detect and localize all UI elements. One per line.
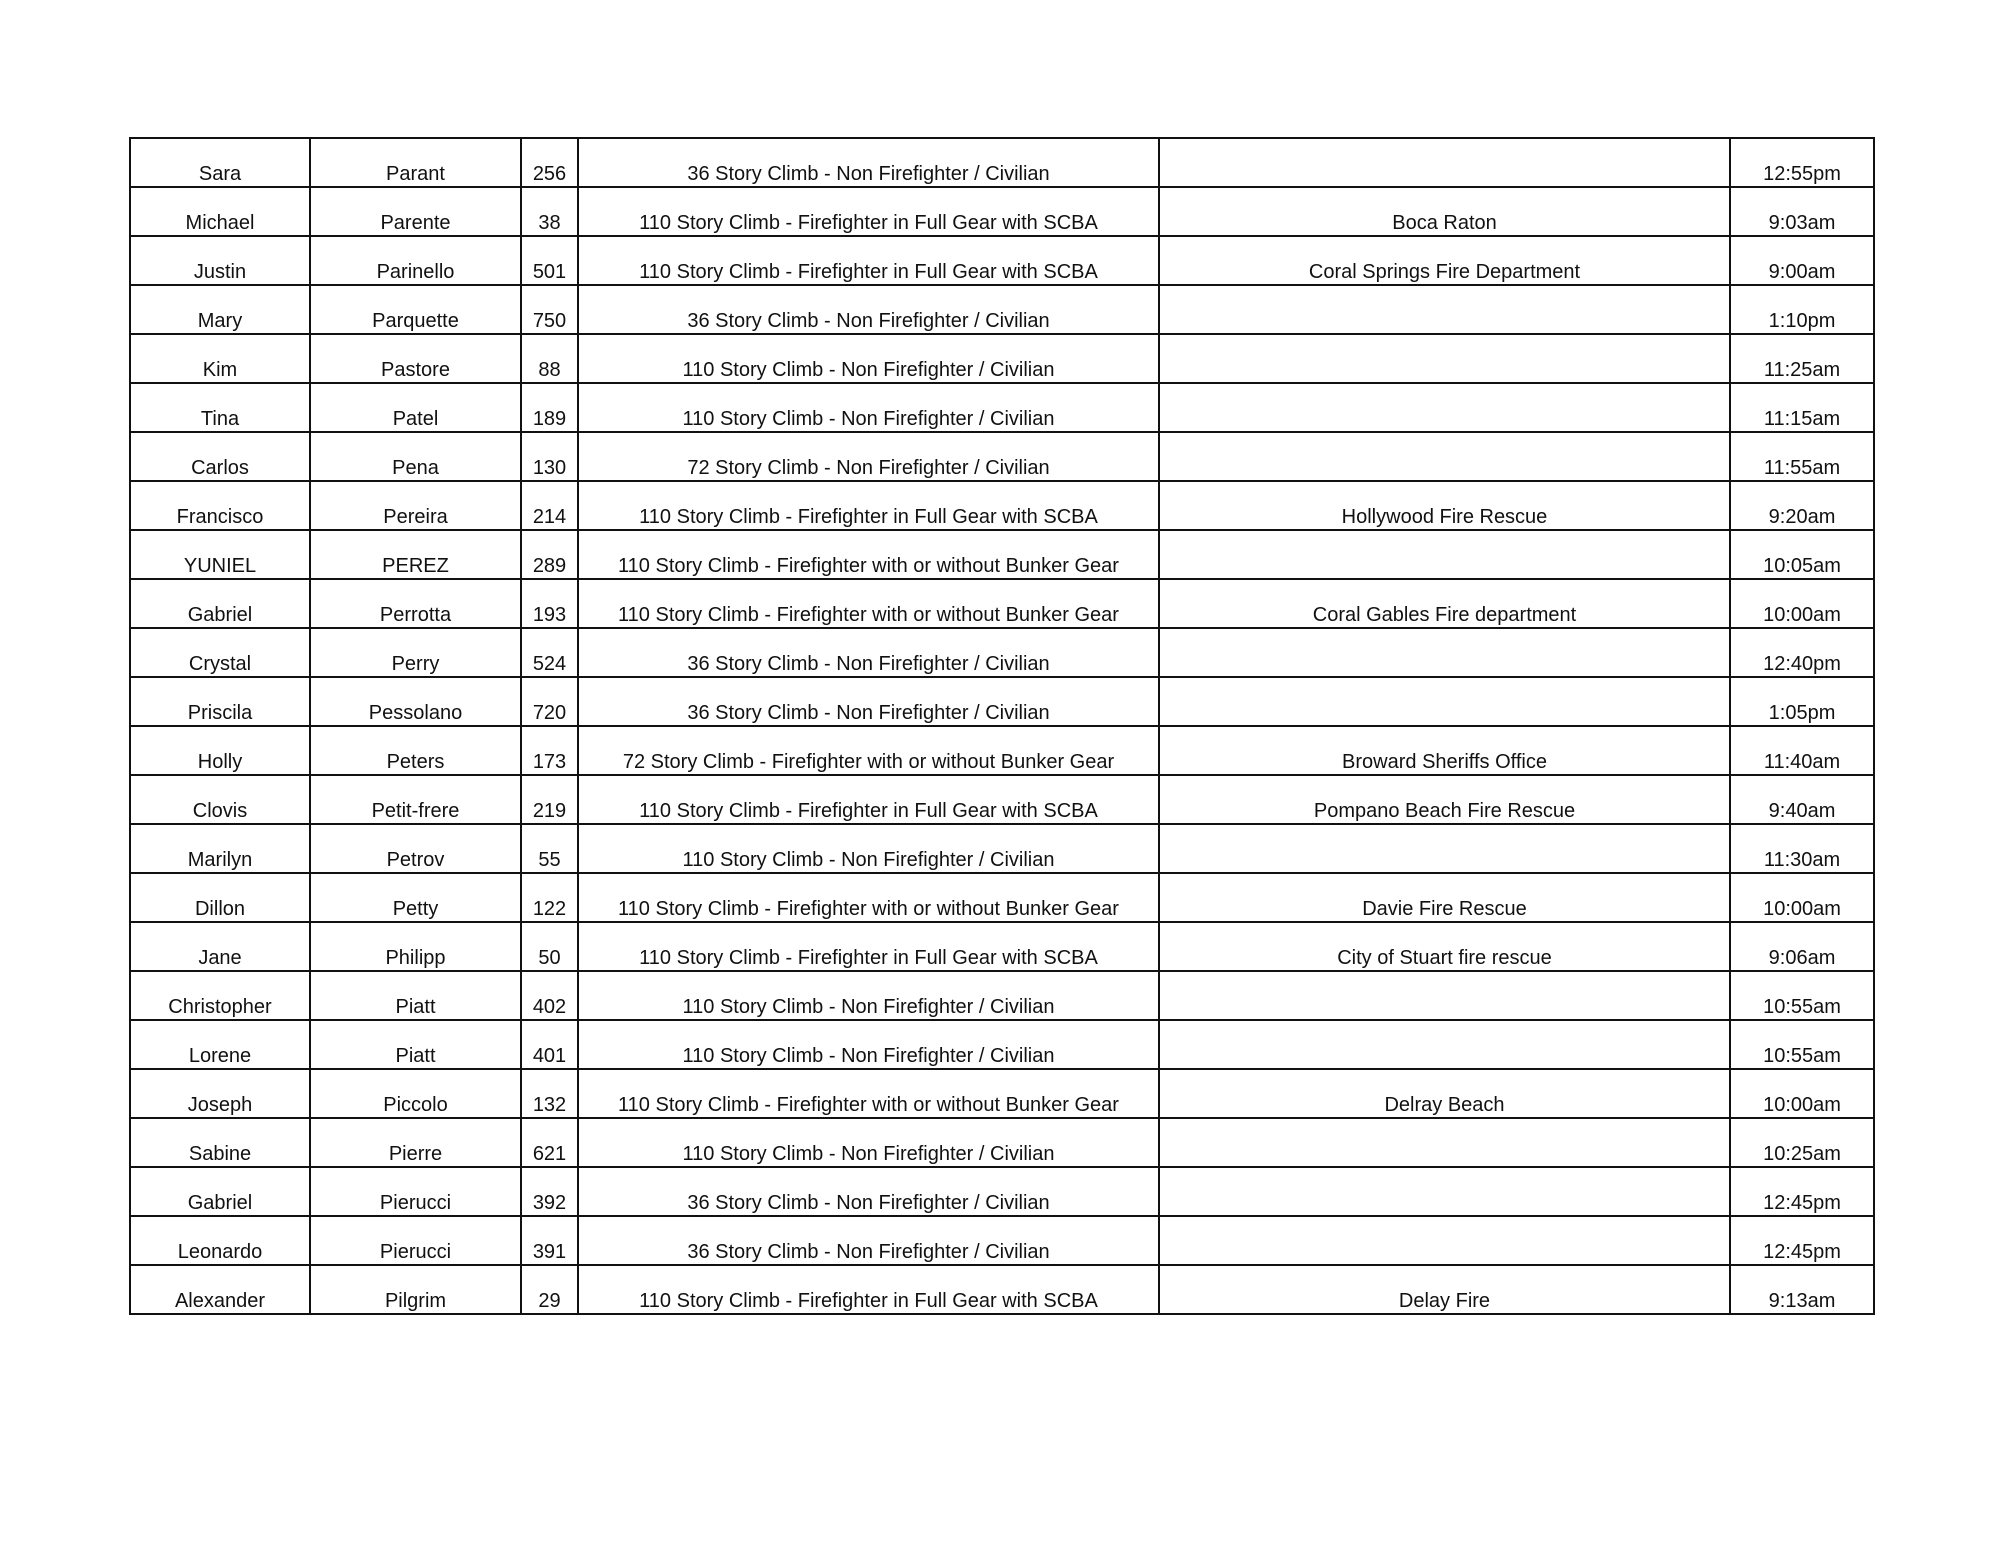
bib-number-cell: 55	[521, 824, 578, 873]
table-row	[130, 1069, 1874, 1118]
table-row	[130, 873, 1874, 922]
bib-number-cell: 173	[521, 726, 578, 775]
start-time-cell: 9:03am	[1730, 187, 1874, 236]
bib-number-cell: 256	[521, 138, 578, 187]
department-cell	[1159, 971, 1730, 1020]
event-cell: 72 Story Climb - Non Firefighter / Civilian	[578, 432, 1159, 481]
table-row	[130, 824, 1874, 873]
table-row	[130, 187, 1874, 236]
bib-number-cell: 621	[521, 1118, 578, 1167]
table-row	[130, 138, 1874, 187]
bib-number-cell: 50	[521, 922, 578, 971]
start-time-cell: 10:00am	[1730, 1069, 1874, 1118]
last-name-cell: Patel	[310, 383, 521, 432]
start-time-cell: 12:55pm	[1730, 138, 1874, 187]
first-name-cell: Kim	[130, 334, 310, 383]
start-time-cell: 10:00am	[1730, 873, 1874, 922]
department-cell: Hollywood Fire Rescue	[1159, 481, 1730, 530]
event-cell: 110 Story Climb - Firefighter in Full Gear with SCBA	[578, 1265, 1159, 1314]
last-name-cell: Parente	[310, 187, 521, 236]
table-row	[130, 334, 1874, 383]
table-row	[130, 530, 1874, 579]
event-cell: 110 Story Climb - Firefighter in Full Gear with SCBA	[578, 187, 1159, 236]
last-name-cell: Perrotta	[310, 579, 521, 628]
event-cell: 110 Story Climb - Non Firefighter / Civilian	[578, 334, 1159, 383]
last-name-cell: Pierucci	[310, 1216, 521, 1265]
table-row	[130, 922, 1874, 971]
table-row	[130, 971, 1874, 1020]
table-row	[130, 1265, 1874, 1314]
last-name-cell: Peters	[310, 726, 521, 775]
table-row	[130, 383, 1874, 432]
first-name-cell: Gabriel	[130, 579, 310, 628]
table-row	[130, 432, 1874, 481]
last-name-cell: Perry	[310, 628, 521, 677]
event-cell: 110 Story Climb - Firefighter with or without Bunker Gear	[578, 1069, 1159, 1118]
last-name-cell: Parquette	[310, 285, 521, 334]
last-name-cell: Petty	[310, 873, 521, 922]
department-cell	[1159, 138, 1730, 187]
department-cell	[1159, 334, 1730, 383]
last-name-cell: Pereira	[310, 481, 521, 530]
department-cell: Broward Sheriffs Office	[1159, 726, 1730, 775]
department-cell: Davie Fire Rescue	[1159, 873, 1730, 922]
bib-number-cell: 524	[521, 628, 578, 677]
last-name-cell: Pena	[310, 432, 521, 481]
first-name-cell: Sabine	[130, 1118, 310, 1167]
table-row	[130, 1216, 1874, 1265]
table-row	[130, 285, 1874, 334]
department-cell: Pompano Beach Fire Rescue	[1159, 775, 1730, 824]
department-cell	[1159, 1020, 1730, 1069]
table-row	[130, 1167, 1874, 1216]
start-time-cell: 11:25am	[1730, 334, 1874, 383]
department-cell	[1159, 530, 1730, 579]
table-row	[130, 677, 1874, 726]
table-row	[130, 1020, 1874, 1069]
last-name-cell: Piatt	[310, 971, 521, 1020]
start-time-cell: 11:40am	[1730, 726, 1874, 775]
bib-number-cell: 214	[521, 481, 578, 530]
department-cell: Delay Fire	[1159, 1265, 1730, 1314]
department-cell	[1159, 824, 1730, 873]
department-cell: Boca Raton	[1159, 187, 1730, 236]
event-cell: 36 Story Climb - Non Firefighter / Civilian	[578, 628, 1159, 677]
bib-number-cell: 289	[521, 530, 578, 579]
first-name-cell: Carlos	[130, 432, 310, 481]
start-time-cell: 11:55am	[1730, 432, 1874, 481]
department-cell	[1159, 1216, 1730, 1265]
start-time-cell: 9:00am	[1730, 236, 1874, 285]
start-time-cell: 9:13am	[1730, 1265, 1874, 1314]
department-cell: Coral Gables Fire department	[1159, 579, 1730, 628]
first-name-cell: Tina	[130, 383, 310, 432]
participant-table	[129, 137, 1875, 1315]
department-cell	[1159, 628, 1730, 677]
department-cell: City of Stuart fire rescue	[1159, 922, 1730, 971]
event-cell: 110 Story Climb - Non Firefighter / Civilian	[578, 971, 1159, 1020]
department-cell	[1159, 432, 1730, 481]
first-name-cell: Joseph	[130, 1069, 310, 1118]
first-name-cell: Francisco	[130, 481, 310, 530]
last-name-cell: Philipp	[310, 922, 521, 971]
last-name-cell: Petit-frere	[310, 775, 521, 824]
first-name-cell: Priscila	[130, 677, 310, 726]
participant-table-body	[130, 138, 1874, 1314]
event-cell: 110 Story Climb - Firefighter in Full Gear with SCBA	[578, 481, 1159, 530]
bib-number-cell: 402	[521, 971, 578, 1020]
last-name-cell: PEREZ	[310, 530, 521, 579]
event-cell: 110 Story Climb - Non Firefighter / Civilian	[578, 383, 1159, 432]
department-cell	[1159, 285, 1730, 334]
last-name-cell: Pilgrim	[310, 1265, 521, 1314]
last-name-cell: Piccolo	[310, 1069, 521, 1118]
start-time-cell: 11:30am	[1730, 824, 1874, 873]
last-name-cell: Piatt	[310, 1020, 521, 1069]
table-row	[130, 481, 1874, 530]
first-name-cell: Christopher	[130, 971, 310, 1020]
department-cell: Coral Springs Fire Department	[1159, 236, 1730, 285]
first-name-cell: Leonardo	[130, 1216, 310, 1265]
last-name-cell: Pastore	[310, 334, 521, 383]
start-time-cell: 9:06am	[1730, 922, 1874, 971]
bib-number-cell: 401	[521, 1020, 578, 1069]
first-name-cell: YUNIEL	[130, 530, 310, 579]
table-row	[130, 726, 1874, 775]
event-cell: 110 Story Climb - Non Firefighter / Civilian	[578, 1118, 1159, 1167]
start-time-cell: 11:15am	[1730, 383, 1874, 432]
bib-number-cell: 392	[521, 1167, 578, 1216]
event-cell: 36 Story Climb - Non Firefighter / Civilian	[578, 1216, 1159, 1265]
start-time-cell: 12:45pm	[1730, 1167, 1874, 1216]
event-cell: 72 Story Climb - Firefighter with or without Bunker Gear	[578, 726, 1159, 775]
bib-number-cell: 193	[521, 579, 578, 628]
last-name-cell: Pessolano	[310, 677, 521, 726]
bib-number-cell: 501	[521, 236, 578, 285]
last-name-cell: Pierucci	[310, 1167, 521, 1216]
department-cell	[1159, 677, 1730, 726]
bib-number-cell: 720	[521, 677, 578, 726]
table-row	[130, 628, 1874, 677]
start-time-cell: 10:55am	[1730, 971, 1874, 1020]
bib-number-cell: 122	[521, 873, 578, 922]
event-cell: 36 Story Climb - Non Firefighter / Civilian	[578, 1167, 1159, 1216]
first-name-cell: Alexander	[130, 1265, 310, 1314]
start-time-cell: 10:55am	[1730, 1020, 1874, 1069]
last-name-cell: Parant	[310, 138, 521, 187]
start-time-cell: 10:05am	[1730, 530, 1874, 579]
last-name-cell: Pierre	[310, 1118, 521, 1167]
event-cell: 110 Story Climb - Firefighter with or without Bunker Gear	[578, 530, 1159, 579]
bib-number-cell: 391	[521, 1216, 578, 1265]
event-cell: 36 Story Climb - Non Firefighter / Civilian	[578, 138, 1159, 187]
start-time-cell: 12:40pm	[1730, 628, 1874, 677]
first-name-cell: Holly	[130, 726, 310, 775]
table-row	[130, 775, 1874, 824]
first-name-cell: Clovis	[130, 775, 310, 824]
bib-number-cell: 130	[521, 432, 578, 481]
first-name-cell: Justin	[130, 236, 310, 285]
start-time-cell: 12:45pm	[1730, 1216, 1874, 1265]
bib-number-cell: 29	[521, 1265, 578, 1314]
bib-number-cell: 38	[521, 187, 578, 236]
bib-number-cell: 88	[521, 334, 578, 383]
first-name-cell: Gabriel	[130, 1167, 310, 1216]
table-row	[130, 1118, 1874, 1167]
event-cell: 110 Story Climb - Firefighter in Full Gear with SCBA	[578, 922, 1159, 971]
first-name-cell: Michael	[130, 187, 310, 236]
start-time-cell: 1:05pm	[1730, 677, 1874, 726]
event-cell: 110 Story Climb - Firefighter with or without Bunker Gear	[578, 873, 1159, 922]
start-time-cell: 1:10pm	[1730, 285, 1874, 334]
department-cell	[1159, 1118, 1730, 1167]
bib-number-cell: 750	[521, 285, 578, 334]
department-cell: Delray Beach	[1159, 1069, 1730, 1118]
start-time-cell: 9:40am	[1730, 775, 1874, 824]
start-time-cell: 9:20am	[1730, 481, 1874, 530]
first-name-cell: Mary	[130, 285, 310, 334]
event-cell: 36 Story Climb - Non Firefighter / Civilian	[578, 285, 1159, 334]
first-name-cell: Jane	[130, 922, 310, 971]
department-cell	[1159, 383, 1730, 432]
event-cell: 110 Story Climb - Non Firefighter / Civilian	[578, 824, 1159, 873]
last-name-cell: Petrov	[310, 824, 521, 873]
first-name-cell: Dillon	[130, 873, 310, 922]
first-name-cell: Sara	[130, 138, 310, 187]
event-cell: 110 Story Climb - Firefighter with or without Bunker Gear	[578, 579, 1159, 628]
table-row	[130, 579, 1874, 628]
start-time-cell: 10:00am	[1730, 579, 1874, 628]
event-cell: 36 Story Climb - Non Firefighter / Civilian	[578, 677, 1159, 726]
bib-number-cell: 189	[521, 383, 578, 432]
first-name-cell: Marilyn	[130, 824, 310, 873]
last-name-cell: Parinello	[310, 236, 521, 285]
department-cell	[1159, 1167, 1730, 1216]
event-cell: 110 Story Climb - Firefighter in Full Gear with SCBA	[578, 775, 1159, 824]
bib-number-cell: 132	[521, 1069, 578, 1118]
first-name-cell: Crystal	[130, 628, 310, 677]
bib-number-cell: 219	[521, 775, 578, 824]
event-cell: 110 Story Climb - Non Firefighter / Civilian	[578, 1020, 1159, 1069]
first-name-cell: Lorene	[130, 1020, 310, 1069]
event-cell: 110 Story Climb - Firefighter in Full Gear with SCBA	[578, 236, 1159, 285]
start-time-cell: 10:25am	[1730, 1118, 1874, 1167]
table-row	[130, 236, 1874, 285]
